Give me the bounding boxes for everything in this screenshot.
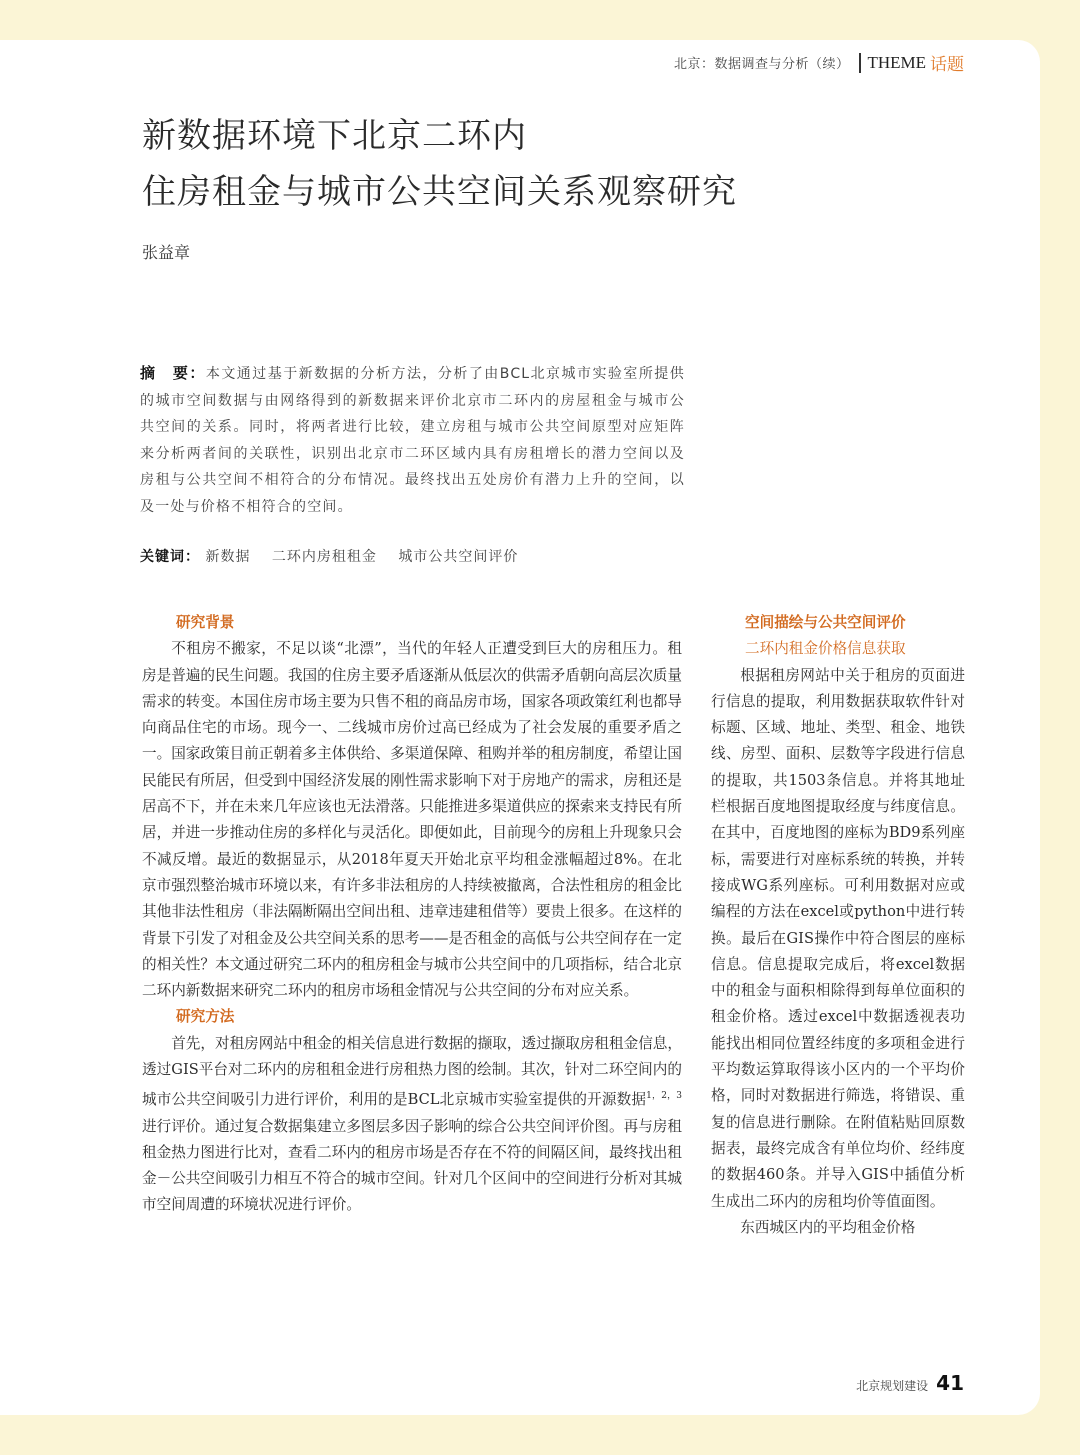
journal-name: 北京规划建设 bbox=[856, 1379, 929, 1393]
author-name: 张益章 bbox=[142, 243, 191, 262]
theme-label-en: THEME bbox=[867, 52, 926, 72]
article-title bbox=[142, 108, 737, 220]
page-sheet bbox=[0, 40, 1040, 1415]
page-footer bbox=[856, 1371, 964, 1395]
keyword-item: 二环内房租租金 bbox=[271, 549, 377, 565]
section-heading-method: 研究方法 bbox=[176, 1008, 235, 1026]
abstract-text: 本文通过基于新数据的分析方法，分析了由BCL北京城市实验室所提供的城市空间数据与由网络得到的新数据来评价北京市二环内的房屋租金与城市公共空间的关系。同时，将两者进行比较，建立房租与城市公共空间原型对应矩阵来分析两者间的关联性，识别出北京市二环区域内具有房租增长的潜力空间以及房租与公共空间不相符合的分布情况。最终找出五处房价有潜力上升的空间，以及一处与价格不相符合的空间。 bbox=[140, 366, 685, 515]
title-line-1: 新数据环境下北京二环内 bbox=[142, 116, 527, 156]
keyword-item: 城市公共空间评价 bbox=[398, 549, 519, 565]
abstract bbox=[140, 360, 685, 521]
abstract-label: 摘 要： bbox=[140, 364, 206, 382]
section-heading-space: 空间描绘与公共空间评价 bbox=[745, 614, 906, 631]
title-line-2: 住房租金与城市公共空间关系观察研究 bbox=[142, 172, 737, 212]
page-number: 41 bbox=[936, 1371, 964, 1395]
right-column bbox=[711, 610, 965, 1241]
keyword-item: 新数据 bbox=[205, 549, 251, 565]
header-divider bbox=[859, 53, 861, 73]
subsection-heading-rent: 二环内租金价格信息获取 bbox=[745, 640, 906, 658]
keywords bbox=[140, 546, 534, 566]
paragraph-rent-continued: 东西城区内的平均租金价格 bbox=[740, 1218, 916, 1236]
keywords-label: 关键词： bbox=[140, 549, 200, 565]
paragraph-method-part1: 首先，对租房网站中租金的相关信息进行数据的撷取，透过撷取房租租金信息，透过GIS平台对二环内的房租租金进行房租热力图的绘制。其次，针对二环空间内的城市公共空间吸引力进行评价，利用的是BCL北京城市实验室提供的开源数据 bbox=[142, 1034, 682, 1109]
series-title: 北京：数据调查与分析（续） bbox=[673, 57, 850, 72]
running-header bbox=[674, 50, 964, 75]
left-column bbox=[142, 610, 682, 1219]
paragraph-background: 不租房不搬家，不足以谈“北漂”，当代的年轻人正遭受到巨大的房租压力。租房是普遍的民生问题。我国的住房主要矛盾逐渐从低层次的供需矛盾朝向高层次质量需求的转变。本国住房市场主要为只售不租的商品房市场，国家各项政策红利也都导向商品住宅的市场。现今一、二线城市房价过高已经成为了社会发展的重要矛盾之一。国家政策目前正朝着多主体供给、多渠道保障、租购并举的租房制度，希望让国民能民有所居，但受到中国经济发展的刚性需求影响下对于房地产的需求，房租还是居高不下，并在未来几年应该也无法滑落。只能推进多渠道供应的探索来支持民有所居，并进一步推动住房的多样化与灵活化。即便如此，目前现今的房租上升现象只会不减反增。最近的数据显示，从2018年夏天开始北京平均租金涨幅超过8%。在北京市强烈整治城市环境以来，有许多非法租房的人持续被撤离，合法性租房的租金比其他非法性租房（非法隔断隔出空间出租、违章违建租借等）要贵上很多。在这样的背景下引发了对租金及公共空间关系的思考——是否租金的高低与公共空间存在一定的相关性？本文通过研究二环内的租房租金与城市公共空间中的几项指标，结合北京二环内新数据来研究二环内的租房市场租金情况与公共空间的分布对应关系。 bbox=[142, 640, 682, 1000]
reference-superscript: 1，2，3 bbox=[646, 1091, 682, 1102]
paragraph-method-part2: 进行评价。通过复合数据集建立多图层多因子影响的综合公共空间评价图。再与房租租金热力图进行比对，查看二环内的租房市场是否存在不符的间隔区间，最终找出租金－公共空间吸引力相互不符合的城市空间。针对几个区间中的空间进行分析对其城市空间周遭的环境状况进行评价。 bbox=[142, 1117, 682, 1214]
paragraph-method bbox=[142, 1031, 682, 1219]
paragraph-rent-data: 根据租房网站中关于租房的页面进行信息的提取，利用数据获取软件针对标题、区域、地址、类型、租金、地铁线、房型、面积、层数等字段进行信息的提取，共1503条信息。并将其地址栏根据百度地图提取经度与纬度信息。在其中，百度地图的座标为BD9系列座标，需要进行对座标系统的转换，并转接成WG系列座标。可利用数据对应或编程的方法在excel或python中进行转换。最后在GIS操作中符合图层的座标信息。信息提取完成后，将excel数据中的租金与面积相除得到每单位面积的租金价格。透过excel中数据透视表功能找出相同位置经纬度的多项租金进行平均数运算取得该小区内的一个平均价格，同时对数据进行筛选，将错误、重复的信息进行删除。在附值粘贴回原数据表，最终完成含有单位均价、经纬度的数据460条。并导入GIS中插值分析生成出二环内的房租均价等值面图。 bbox=[711, 666, 965, 1210]
section-heading-background: 研究背景 bbox=[176, 614, 235, 631]
theme-label-zh: 话题 bbox=[930, 55, 964, 75]
